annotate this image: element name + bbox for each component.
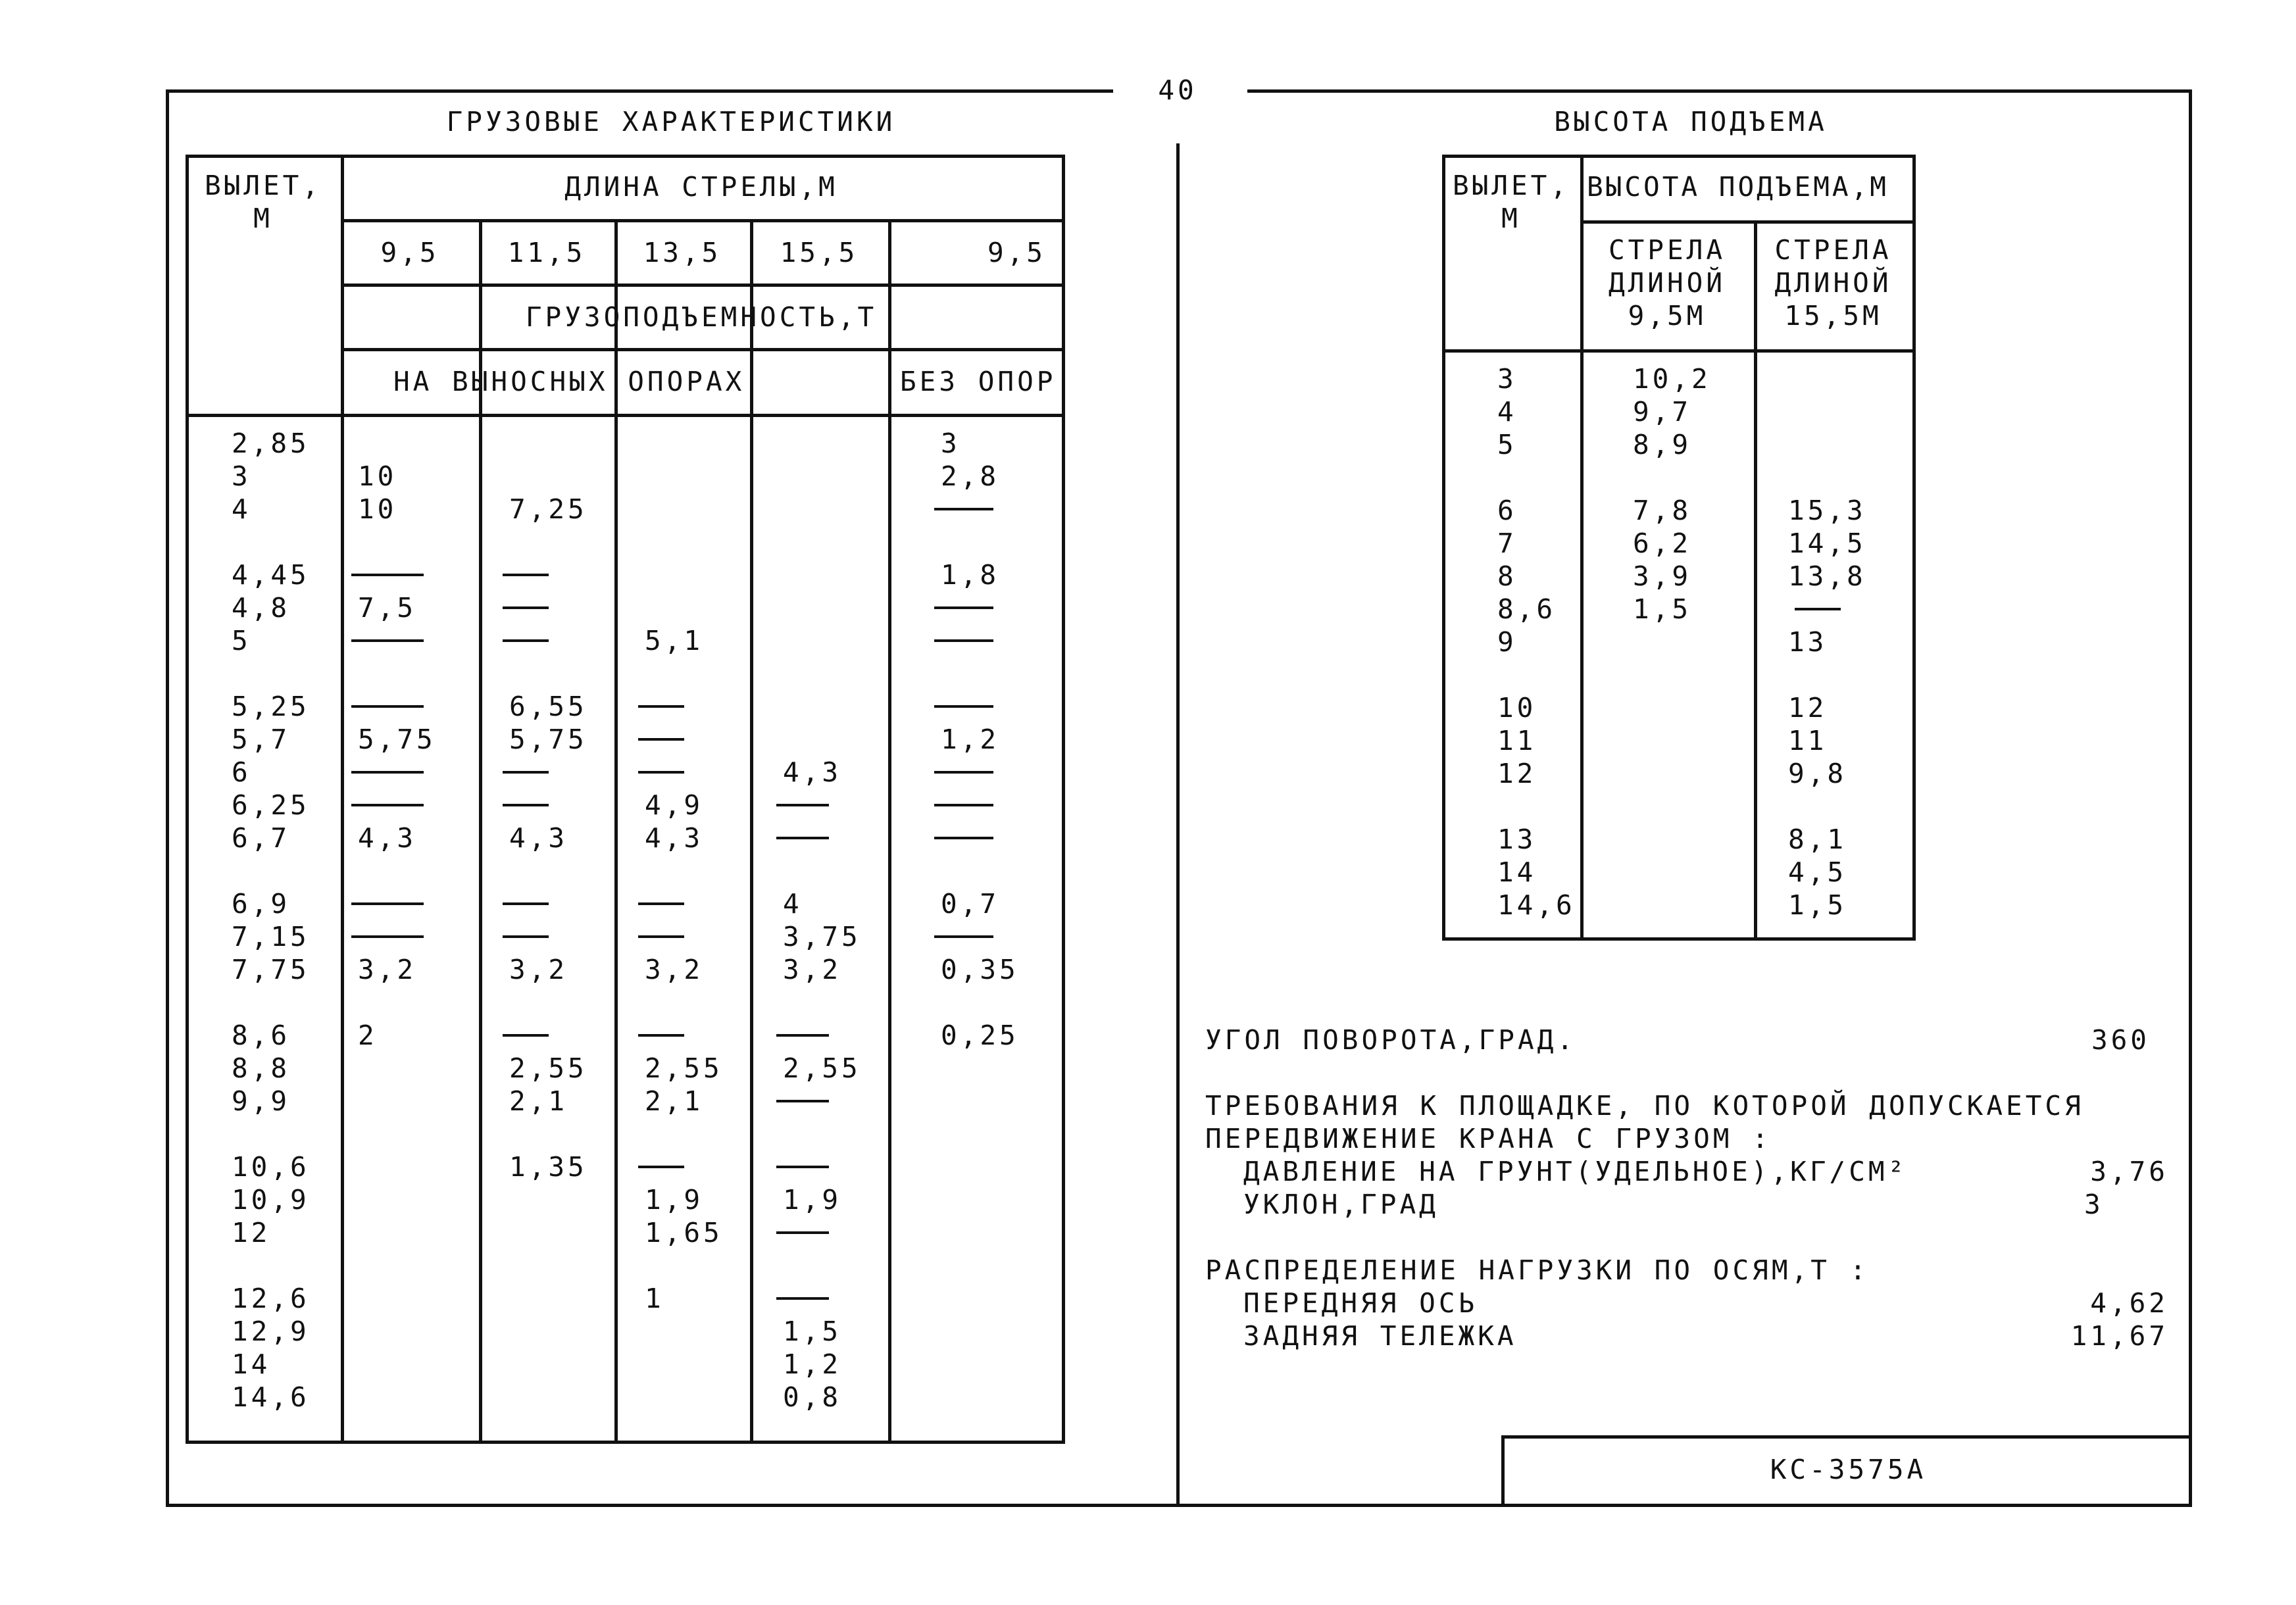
height-value: 4,5 bbox=[1788, 856, 1847, 888]
height-value: 13 bbox=[1788, 626, 1828, 658]
load-capacity-value: 0,8 bbox=[783, 1381, 842, 1413]
load-reach-value: 4 bbox=[232, 493, 251, 525]
height-table bbox=[1442, 155, 1917, 944]
height-reach-value: 10 bbox=[1497, 692, 1537, 724]
height-value: 8,1 bbox=[1788, 824, 1847, 855]
height-value: 1,5 bbox=[1633, 593, 1692, 625]
load-capacity-value: 2,8 bbox=[941, 460, 1000, 492]
load-reach-value: 9,9 bbox=[232, 1085, 291, 1117]
height-reach-value: 13 bbox=[1497, 824, 1537, 855]
height-value: 10,2 bbox=[1633, 363, 1711, 395]
lifting-height-title: ВЫСОТА ПОДЪЕМА bbox=[1554, 106, 1828, 137]
load-cell-dash bbox=[503, 935, 549, 938]
load-capacity-value: 2,1 bbox=[645, 1085, 704, 1117]
height-col-reach-header: ВЫЛЕТ, М bbox=[1452, 170, 1570, 234]
load-capacity-value: 4 bbox=[783, 888, 803, 920]
load-reach-value: 12,6 bbox=[232, 1283, 310, 1314]
load-cell-dash bbox=[934, 606, 993, 609]
frame-right bbox=[2189, 89, 2192, 1507]
load-capacity-value: 1,9 bbox=[645, 1184, 704, 1216]
title-block bbox=[1501, 1435, 2192, 1507]
load-capacity-value: 0,7 bbox=[941, 888, 1000, 920]
load-reach-value: 8,8 bbox=[232, 1052, 291, 1084]
front-axle-label: ПЕРЕДНЯЯ ОСЬ bbox=[1243, 1287, 1478, 1319]
load-capacity-value: 2,1 bbox=[509, 1085, 568, 1117]
load-capacity-value: 7,25 bbox=[509, 493, 587, 525]
load-capacity-value: 3,2 bbox=[783, 954, 842, 985]
height-reach-value: 12 bbox=[1497, 758, 1537, 789]
load-capacity-value: 2,55 bbox=[783, 1052, 861, 1084]
load-cell-dash bbox=[503, 606, 549, 609]
height-value: 11 bbox=[1788, 725, 1828, 756]
load-cell-dash bbox=[638, 705, 684, 708]
height-value: 15,3 bbox=[1788, 495, 1866, 526]
load-reach-value: 14,6 bbox=[232, 1381, 310, 1413]
load-reach-value: 6 bbox=[232, 756, 251, 788]
load-capacity-value: 1,35 bbox=[509, 1151, 587, 1183]
load-cell-dash bbox=[503, 804, 549, 806]
load-cell-dash bbox=[351, 935, 424, 938]
capacity-header: ГРУЗОПОДЪЕМНОСТЬ,Т bbox=[525, 301, 878, 333]
rotation-label: УГОЛ ПОВОРОТА,ГРАД. bbox=[1205, 1024, 1576, 1056]
load-reach-value: 4,8 bbox=[232, 592, 291, 624]
load-table bbox=[186, 155, 1068, 1444]
boom-value-3: 13,5 bbox=[643, 237, 722, 268]
height-reach-value: 3 bbox=[1497, 363, 1517, 395]
load-cell-dash bbox=[503, 771, 549, 774]
height-value: 13,8 bbox=[1788, 560, 1866, 592]
frame-top-right bbox=[1247, 89, 2192, 93]
height-value: 8,9 bbox=[1633, 429, 1692, 460]
load-reach-value: 7,15 bbox=[232, 921, 310, 952]
load-reach-value: 5 bbox=[232, 625, 251, 656]
load-capacity-value: 5,75 bbox=[358, 724, 436, 755]
load-reach-value: 12 bbox=[232, 1217, 271, 1248]
requirements-line-2: ПЕРЕДВИЖЕНИЕ КРАНА С ГРУЗОМ : bbox=[1205, 1123, 1772, 1154]
load-capacity-value: 1,9 bbox=[783, 1184, 842, 1216]
load-cell-dash bbox=[351, 902, 424, 905]
load-cell-dash bbox=[776, 1231, 829, 1234]
load-capacity-value: 1,65 bbox=[645, 1217, 723, 1248]
load-cell-dash bbox=[934, 935, 993, 938]
load-capacity-value: 0,35 bbox=[941, 954, 1019, 985]
boom-15-5-header: СТРЕЛА ДЛИНОЙ 15,5М bbox=[1774, 234, 1892, 332]
height-value: 14,5 bbox=[1788, 528, 1866, 559]
frame-top-left bbox=[166, 89, 1113, 93]
load-capacity-value: 10 bbox=[358, 460, 397, 492]
load-cell-dash bbox=[638, 902, 684, 905]
height-reach-value: 4 bbox=[1497, 396, 1517, 428]
rear-bogie-value: 11,67 bbox=[2070, 1320, 2168, 1352]
load-capacity-value: 2 bbox=[358, 1020, 378, 1051]
height-reach-value: 9 bbox=[1497, 626, 1517, 658]
height-reach-value: 8,6 bbox=[1497, 593, 1557, 625]
rotation-value: 360 bbox=[2091, 1024, 2150, 1056]
load-reach-value: 12,9 bbox=[232, 1316, 310, 1347]
load-cell-dash bbox=[776, 1297, 829, 1300]
load-reach-value: 5,25 bbox=[232, 691, 310, 722]
load-cell-dash bbox=[638, 738, 684, 741]
load-reach-value: 10,9 bbox=[232, 1184, 310, 1216]
load-reach-value: 6,9 bbox=[232, 888, 291, 920]
load-capacity-value: 3,75 bbox=[783, 921, 861, 952]
height-value: 9,8 bbox=[1788, 758, 1847, 789]
height-reach-value: 6 bbox=[1497, 495, 1517, 526]
page-number: 40 bbox=[1158, 74, 1197, 106]
load-cell-dash bbox=[503, 902, 549, 905]
load-cell-dash bbox=[351, 574, 424, 576]
load-capacity-value: 1,8 bbox=[941, 559, 1000, 591]
load-capacity-value: 4,3 bbox=[509, 822, 568, 854]
height-value: 6,2 bbox=[1633, 528, 1692, 559]
height-col-header: ВЫСОТА ПОДЪЕМА,М bbox=[1587, 171, 1889, 203]
frame-left bbox=[166, 89, 169, 1507]
load-cell-dash bbox=[638, 1166, 684, 1168]
load-reach-value: 10,6 bbox=[232, 1151, 310, 1183]
load-reach-value: 6,25 bbox=[232, 789, 310, 821]
height-reach-value: 5 bbox=[1497, 429, 1517, 460]
rear-bogie-label: ЗАДНЯЯ ТЕЛЕЖКА bbox=[1243, 1320, 1517, 1352]
load-cell-dash bbox=[934, 804, 993, 806]
requirements-line-1: ТРЕБОВАНИЯ К ПЛОЩАДКЕ, ПО КОТОРОЙ ДОПУСКАЕТСЯ bbox=[1205, 1090, 2084, 1122]
on-outriggers-header: НА ВЫНОСНЫХ ОПОРАХ bbox=[393, 366, 745, 397]
load-capacity-value: 4,3 bbox=[783, 756, 842, 788]
load-characteristics-title: ГРУЗОВЫЕ ХАРАКТЕРИСТИКИ bbox=[446, 106, 896, 137]
load-capacity-value: 1,2 bbox=[783, 1348, 842, 1380]
boom-value-1: 9,5 bbox=[380, 237, 439, 268]
load-capacity-value: 4,3 bbox=[645, 822, 704, 854]
height-value: 3,9 bbox=[1633, 560, 1692, 592]
load-cell-dash bbox=[934, 771, 993, 774]
height-reach-value: 14 bbox=[1497, 856, 1537, 888]
load-capacity-value: 1,2 bbox=[941, 724, 1000, 755]
height-value: 7,8 bbox=[1633, 495, 1692, 526]
load-cell-dash bbox=[934, 508, 993, 510]
load-capacity-value: 1,5 bbox=[783, 1316, 842, 1347]
pressure-label: ДАВЛЕНИЕ НА ГРУНТ(УДЕЛЬНОЕ),КГ/СМ² bbox=[1243, 1156, 1908, 1187]
load-capacity-value: 5,1 bbox=[645, 625, 704, 656]
height-reach-value: 8 bbox=[1497, 560, 1517, 592]
load-reach-value: 14 bbox=[232, 1348, 271, 1380]
load-cell-dash bbox=[503, 639, 549, 642]
boom-9-5-header: СТРЕЛА ДЛИНОЙ 9,5М bbox=[1608, 234, 1726, 332]
load-cell-dash bbox=[351, 639, 424, 642]
distribution-label: РАСПРЕДЕЛЕНИЕ НАГРУЗКИ ПО ОСЯМ,Т : bbox=[1205, 1254, 1870, 1286]
load-capacity-value: 7,5 bbox=[358, 592, 417, 624]
load-cell-dash bbox=[776, 1100, 829, 1102]
load-capacity-value: 3,2 bbox=[358, 954, 417, 985]
boom-value-2: 11,5 bbox=[507, 237, 586, 268]
front-axle-value: 4,62 bbox=[2090, 1287, 2168, 1319]
height-reach-value: 7 bbox=[1497, 528, 1517, 559]
height-value: 1,5 bbox=[1788, 889, 1847, 921]
no-outriggers-header: БЕЗ ОПОР bbox=[900, 366, 1057, 397]
load-capacity-value: 2,55 bbox=[509, 1052, 587, 1084]
load-reach-value: 2,85 bbox=[232, 428, 310, 459]
load-capacity-value: 10 bbox=[358, 493, 397, 525]
load-capacity-value: 3,2 bbox=[509, 954, 568, 985]
frame-center-divider bbox=[1176, 143, 1180, 1507]
load-reach-value: 3 bbox=[232, 460, 251, 492]
boom-length-header: ДЛИНА СТРЕЛЫ,М bbox=[564, 171, 838, 203]
height-value: 12 bbox=[1788, 692, 1828, 724]
load-cell-dash bbox=[776, 1166, 829, 1168]
load-reach-value: 4,45 bbox=[232, 559, 310, 591]
load-cell-dash bbox=[503, 1034, 549, 1037]
load-reach-value: 5,7 bbox=[232, 724, 291, 755]
boom-value-4: 15,5 bbox=[780, 237, 859, 268]
load-capacity-value: 3,2 bbox=[645, 954, 704, 985]
load-capacity-value: 1 bbox=[645, 1283, 664, 1314]
load-cell-dash bbox=[638, 935, 684, 938]
load-cell-dash bbox=[776, 804, 829, 806]
load-capacity-value: 3 bbox=[941, 428, 961, 459]
load-cell-dash bbox=[934, 639, 993, 642]
load-cell-dash bbox=[776, 837, 829, 839]
pressure-value: 3,76 bbox=[2090, 1156, 2168, 1187]
height-value: 9,7 bbox=[1633, 396, 1692, 428]
load-cell-dash bbox=[638, 771, 684, 774]
load-cell-dash bbox=[638, 1034, 684, 1037]
height-reach-value: 11 bbox=[1497, 725, 1537, 756]
load-cell-dash bbox=[351, 705, 424, 708]
load-cell-dash bbox=[934, 705, 993, 708]
load-cell-dash bbox=[351, 804, 424, 806]
load-capacity-value: 4,3 bbox=[358, 822, 417, 854]
load-capacity-value: 5,75 bbox=[509, 724, 587, 755]
col-reach-header: ВЫЛЕТ, М bbox=[204, 170, 322, 234]
load-cell-dash bbox=[503, 574, 549, 576]
boom-value-5: 9,5 bbox=[987, 237, 1046, 268]
load-cell-dash bbox=[934, 837, 993, 839]
slope-value: 3 bbox=[2084, 1189, 2104, 1220]
load-capacity-value: 0,25 bbox=[941, 1020, 1019, 1051]
slope-label: УКЛОН,ГРАД bbox=[1243, 1189, 1439, 1220]
load-capacity-value: 6,55 bbox=[509, 691, 587, 722]
load-reach-value: 7,75 bbox=[232, 954, 310, 985]
load-cell-dash bbox=[776, 1034, 829, 1037]
load-capacity-value: 4,9 bbox=[645, 789, 704, 821]
height-reach-value: 14,6 bbox=[1497, 889, 1576, 921]
crane-model: КС-3575А bbox=[1770, 1454, 1927, 1485]
load-reach-value: 8,6 bbox=[232, 1020, 291, 1051]
load-capacity-value: 2,55 bbox=[645, 1052, 723, 1084]
height-cell-dash bbox=[1795, 608, 1841, 610]
load-cell-dash bbox=[351, 771, 424, 774]
load-reach-value: 6,7 bbox=[232, 822, 291, 854]
